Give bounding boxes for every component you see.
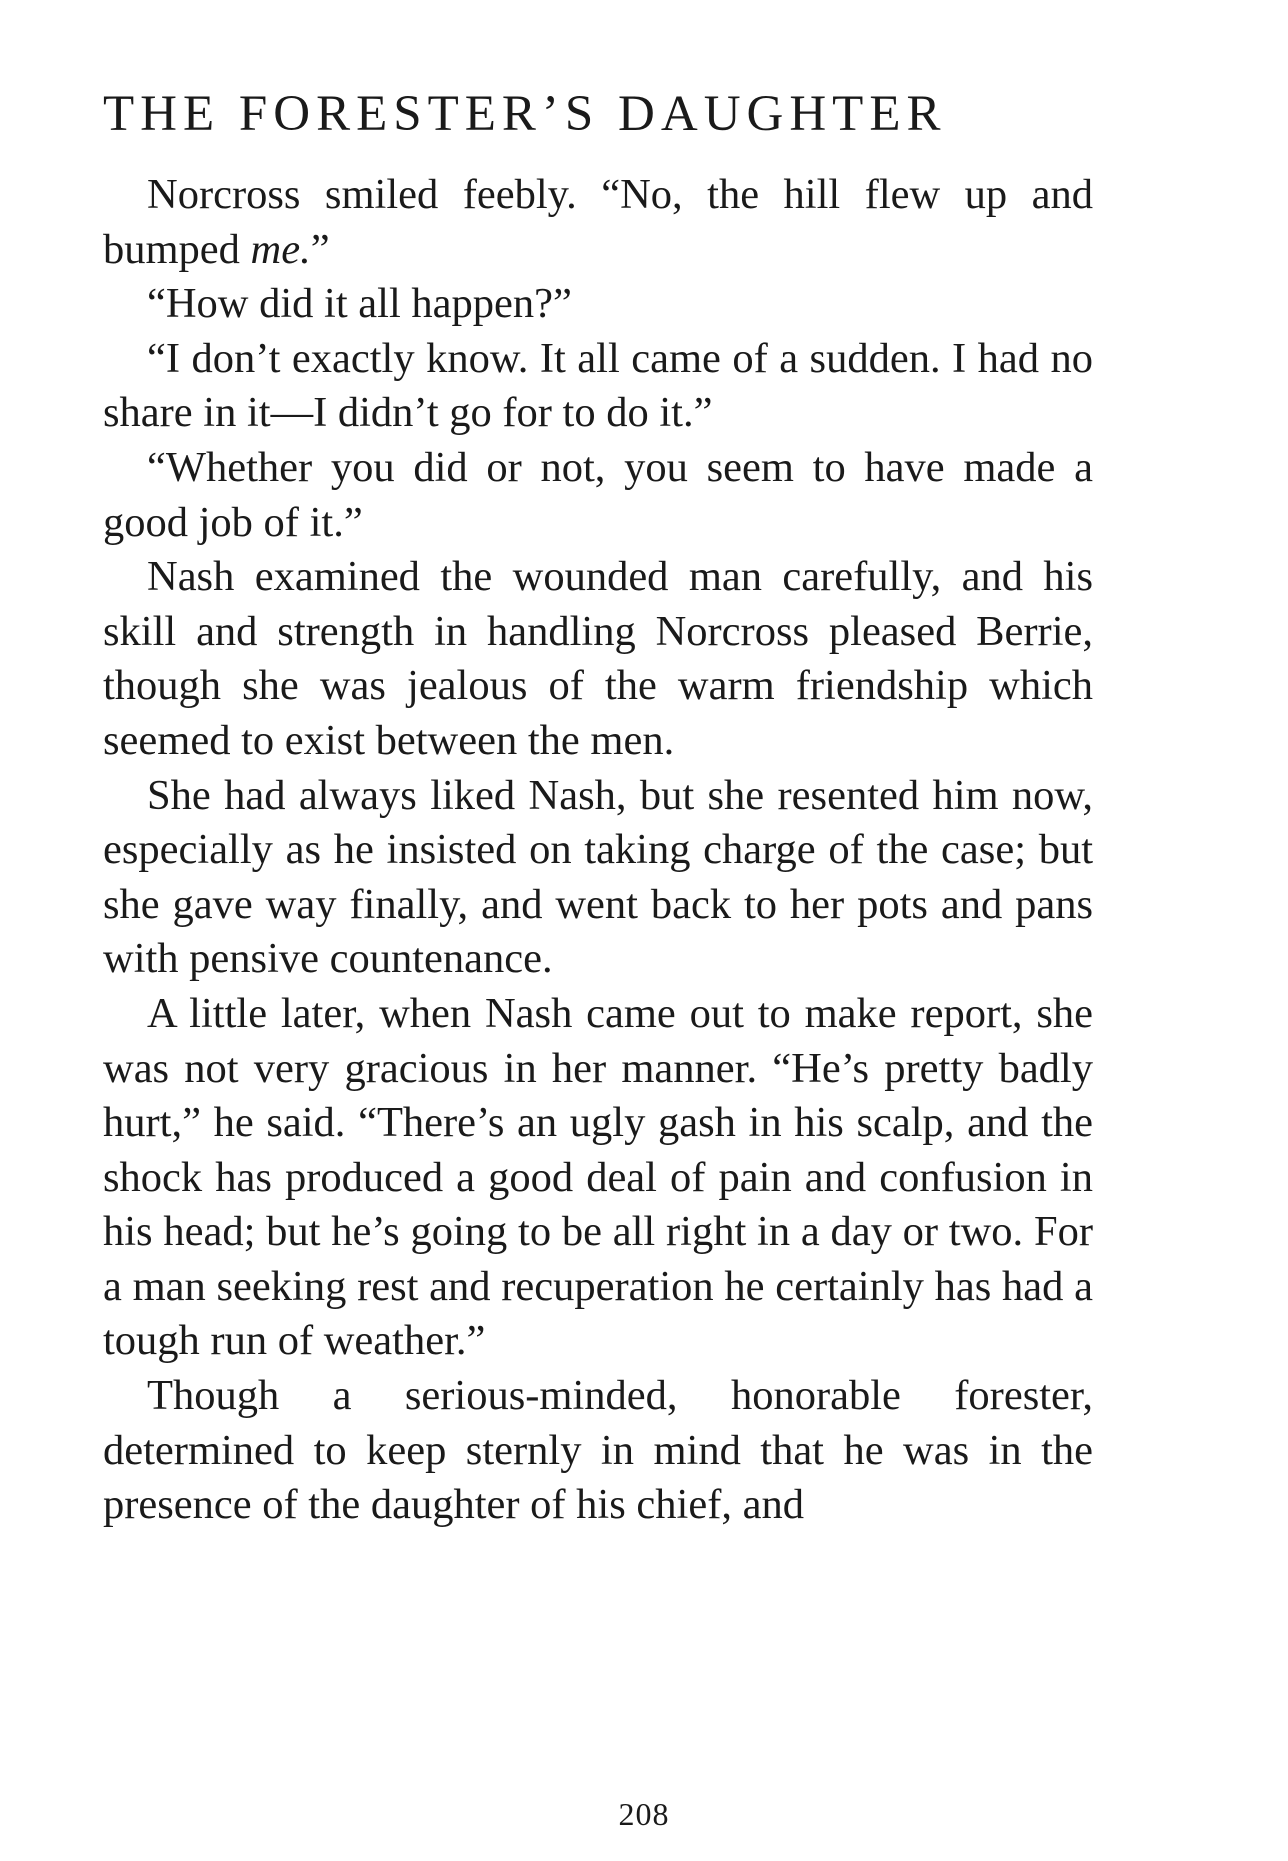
paragraph [103, 277, 1093, 332]
paragraph-text: A little later, when Nash came out to make report, she was not very gracious in her manner. “He’s pretty badly hurt,” he said. “There’s an ugly gash in his scalp, and the shock has produced a good deal of pain and confusion in his head; but he’s going to be all right in a day or two. For a man seeking rest and recuperation he certainly has had a tough run of weather.” [103, 989, 1093, 1365]
paragraph-text: “Whether you did or not, you seem to have made a good job of it.” [103, 443, 1093, 546]
paragraph [103, 550, 1093, 768]
paragraph [103, 168, 1093, 277]
paragraph-text: ” [310, 225, 330, 273]
paragraph [103, 987, 1093, 1369]
paragraph [103, 441, 1093, 550]
paragraph-text: Nash examined the wounded man carefully, and his skill and strength in handling Norcross pleased Berrie, though she was jealous of the warm friendship which seemed to exist between the men. [103, 553, 1093, 764]
paragraph-text: “I don’t exactly know. It all came of a sudden. I had no share in it—I didn’t go for to do it.” [103, 334, 1093, 437]
paragraph [103, 769, 1093, 987]
running-head: THE FORESTER’S DAUGHTER [103, 86, 947, 142]
paragraph-text: Norcross smiled feebly. “No, the hill flew up and bumped [103, 171, 1093, 273]
paragraph-text: “How did it all happen?” [147, 280, 572, 328]
body-text [103, 168, 1093, 1533]
page-number: 208 [618, 1796, 670, 1832]
paragraph [103, 1369, 1093, 1533]
paragraph-text: She had always liked Nash, but she resented him now, especially as he insisted on taking charge of the case; but she gave way finally, and went back to her pots and pans with pensive countenance. [103, 771, 1093, 983]
paragraph [103, 332, 1093, 441]
emphasized-word: me. [250, 225, 311, 273]
paragraph-text: Though a serious-minded, honorable forester, determined to keep sternly in mind that he was in the presence of the daughter of his chief, and [103, 1372, 1093, 1529]
